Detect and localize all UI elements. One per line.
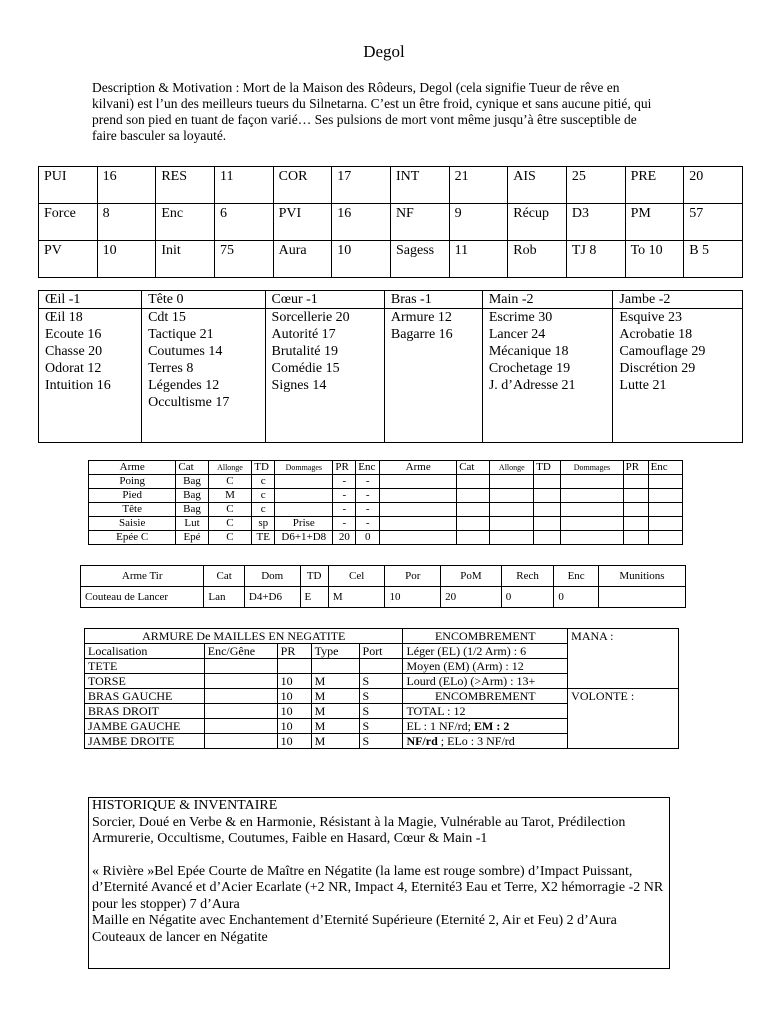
ranged-header: PoM <box>441 566 502 587</box>
weapon-header: Dommages <box>561 461 623 475</box>
weapon-row <box>89 503 683 517</box>
stat-label: PUI <box>39 167 98 204</box>
weapon-row <box>89 517 683 531</box>
ranged-cell: M <box>328 587 385 608</box>
armor-header: Enc/Gêne <box>204 644 277 659</box>
ranged-cell: 20 <box>441 587 502 608</box>
encumbrance-title: ENCOMBREMENT <box>403 629 568 644</box>
weapon-cell: Bag <box>176 475 208 489</box>
history-title: HISTORIQUE & INVENTAIRE <box>92 798 278 813</box>
weapon-header: Arme <box>380 461 457 475</box>
enc-em: EM : 2 <box>474 719 510 733</box>
armor-cell: M <box>311 674 359 689</box>
weapon-cell-empty <box>490 475 534 489</box>
weapon-cell-empty <box>623 503 648 517</box>
skill-item: Chasse 20 <box>45 344 103 359</box>
armor-cell: 10 <box>277 704 311 719</box>
weapon-cell: sp <box>252 517 275 531</box>
stat-label: COR <box>273 167 332 204</box>
stat-value: 6 <box>214 204 273 241</box>
encumbrance-rate-2 <box>403 734 568 749</box>
ranged-header: Cel <box>328 566 385 587</box>
ranged-header: Por <box>385 566 441 587</box>
stat-value: 21 <box>449 167 508 204</box>
stat-value: D3 <box>566 204 625 241</box>
skill-item: J. d’Adresse 21 <box>488 378 576 393</box>
skill-item: Discrétion 29 <box>619 361 696 376</box>
weapon-header: Dommages <box>275 461 333 475</box>
mana-box: MANA : <box>568 629 679 689</box>
weapon-cell-empty <box>561 517 623 531</box>
skill-list-tete <box>142 309 265 443</box>
weapon-cell: TE <box>252 531 275 545</box>
skill-item: Crochetage 19 <box>488 361 571 376</box>
skill-header: Œil -1 <box>39 291 142 309</box>
weapon-header: PR <box>333 461 356 475</box>
stat-value: 57 <box>684 204 743 241</box>
skill-item: Bagarre 16 <box>390 327 453 342</box>
weapon-cell: - <box>333 475 356 489</box>
armor-table <box>84 628 679 749</box>
ranged-cell: Lan <box>204 587 244 608</box>
stat-label: Sagess <box>390 241 449 278</box>
weapon-cell: - <box>333 517 356 531</box>
stat-label: RES <box>156 167 215 204</box>
weapon-cell-empty <box>623 531 648 545</box>
weapon-cell: Bag <box>176 503 208 517</box>
weapon-cell-empty <box>561 531 623 545</box>
weapon-cell <box>275 475 333 489</box>
weapon-cell-empty <box>534 503 561 517</box>
skill-item: Comédie 15 <box>271 361 340 376</box>
skill-item: Autorité 17 <box>271 327 336 342</box>
stat-label: AIS <box>508 167 567 204</box>
weapon-cell-empty <box>623 475 648 489</box>
stat-value: TJ 8 <box>566 241 625 278</box>
stat-label: PVI <box>273 204 332 241</box>
weapon-cell: Lut <box>176 517 208 531</box>
skill-item: Mécanique 18 <box>488 344 569 359</box>
skill-item: Lutte 21 <box>619 378 667 393</box>
stat-label: PV <box>39 241 98 278</box>
armor-title: ARMURE De MAILLES EN NEGATITE <box>85 629 403 644</box>
armor-cell: 10 <box>277 734 311 749</box>
armor-cell <box>204 734 277 749</box>
weapon-cell: C <box>208 531 252 545</box>
weapons-table <box>88 460 683 545</box>
armor-cell: S <box>359 704 403 719</box>
weapon-header: Allonge <box>208 461 252 475</box>
weapon-cell: c <box>252 475 275 489</box>
armor-header: Port <box>359 644 403 659</box>
weapon-cell-empty <box>648 489 682 503</box>
weapon-cell: - <box>356 517 380 531</box>
skill-item: Odorat 12 <box>45 361 102 376</box>
history-traits: Sorcier, Doué en Verbe & en Harmonie, Résistant à la Magie, Vulnérable au Tarot, Prédilection Armurerie, Occultisme, Coutumes, Faible en Hasard, Cœur & Main -1 <box>92 814 626 846</box>
weapon-cell-empty <box>561 475 623 489</box>
skill-item: Sorcellerie 20 <box>271 310 350 325</box>
weapon-header: TD <box>252 461 275 475</box>
stat-value: 11 <box>214 167 273 204</box>
weapon-cell-empty <box>623 489 648 503</box>
weapon-header: TD <box>534 461 561 475</box>
weapon-cell-empty <box>648 517 682 531</box>
stat-label: Force <box>39 204 98 241</box>
stat-value: 25 <box>566 167 625 204</box>
stat-value: 75 <box>214 241 273 278</box>
armor-cell <box>204 659 277 674</box>
enc-nf: NF/rd <box>406 734 438 748</box>
weapon-cell: 0 <box>356 531 380 545</box>
weapon-cell: C <box>208 503 252 517</box>
weapon-cell-empty <box>490 489 534 503</box>
stat-label: Init <box>156 241 215 278</box>
weapon-row <box>89 531 683 545</box>
weapon-cell: - <box>333 489 356 503</box>
weapon-cell-empty <box>457 503 490 517</box>
weapon-cell-empty <box>561 489 623 503</box>
ranged-header: Dom <box>244 566 300 587</box>
weapon-cell: M <box>208 489 252 503</box>
skill-item: Escrime 30 <box>488 310 553 325</box>
weapon-cell-empty <box>457 475 490 489</box>
stat-label: PM <box>625 204 684 241</box>
weapon-cell: C <box>208 475 252 489</box>
skill-item: Camouflage 29 <box>619 344 706 359</box>
armor-cell <box>204 704 277 719</box>
weapon-cell-empty <box>457 531 490 545</box>
ranged-header: Rech <box>501 566 554 587</box>
weapon-header: Allonge <box>490 461 534 475</box>
skill-header: Main -2 <box>482 291 613 309</box>
armor-location: BRAS GAUCHE <box>85 689 205 704</box>
armor-cell: 10 <box>277 674 311 689</box>
ranged-cell: 0 <box>554 587 599 608</box>
history-knives: Couteaux de lancer en Négatite <box>92 929 268 945</box>
skill-header: Jambe -2 <box>613 291 743 309</box>
armor-cell: S <box>359 689 403 704</box>
armor-cell: M <box>311 689 359 704</box>
stat-value: 8 <box>97 204 156 241</box>
skill-item: Signes 14 <box>271 378 327 393</box>
weapon-cell-empty <box>534 531 561 545</box>
stat-label: To 10 <box>625 241 684 278</box>
skill-header: Bras -1 <box>384 291 482 309</box>
ranged-cell: Couteau de Lancer <box>81 587 204 608</box>
enc-elo: ; ELo : 3 NF/rd <box>437 734 515 748</box>
skill-list-oeil <box>39 309 142 443</box>
ranged-header: TD <box>300 566 328 587</box>
weapon-cell-empty <box>457 517 490 531</box>
weapon-cell-empty <box>534 489 561 503</box>
weapon-cell-empty <box>380 475 457 489</box>
armor-cell <box>204 719 277 734</box>
weapon-cell-empty <box>380 489 457 503</box>
weapon-cell: - <box>333 503 356 517</box>
armor-cell: M <box>311 734 359 749</box>
weapon-cell: Epée C <box>89 531 176 545</box>
weapon-row <box>89 489 683 503</box>
ranged-cell: D4+D6 <box>244 587 300 608</box>
ranged-header: Cat <box>204 566 244 587</box>
weapon-cell: - <box>356 503 380 517</box>
skill-header: Cœur -1 <box>265 291 384 309</box>
weapon-cell: Saisie <box>89 517 176 531</box>
ranged-cell: 10 <box>385 587 441 608</box>
weapon-cell-empty <box>623 517 648 531</box>
weapon-cell-empty <box>561 503 623 517</box>
skill-item: Ecoute 16 <box>45 327 102 342</box>
armor-cell: M <box>311 704 359 719</box>
weapon-header: Enc <box>648 461 682 475</box>
weapon-cell-empty <box>380 517 457 531</box>
skills-table <box>38 290 743 443</box>
stat-value: 10 <box>97 241 156 278</box>
weapon-header: Arme <box>89 461 176 475</box>
weapon-header: Cat <box>457 461 490 475</box>
weapon-cell-empty <box>490 517 534 531</box>
stat-label: Rob <box>508 241 567 278</box>
encumbrance-title-2: ENCOMBREMENT <box>403 689 568 704</box>
weapon-header: Cat <box>176 461 208 475</box>
armor-location: JAMBE GAUCHE <box>85 719 205 734</box>
encumbrance-line: Lourd (ELo) (>Arm) : 13+ <box>403 674 568 689</box>
stat-label: INT <box>390 167 449 204</box>
skill-item: Terres 8 <box>148 361 194 376</box>
ranged-header: Arme Tir <box>81 566 204 587</box>
skill-item: Acrobatie 18 <box>619 327 693 342</box>
skill-header: Tête 0 <box>142 291 265 309</box>
stat-label: NF <box>390 204 449 241</box>
weapon-cell: D6+1+D8 <box>275 531 333 545</box>
stat-label: Récup <box>508 204 567 241</box>
weapon-cell-empty <box>534 517 561 531</box>
armor-cell <box>204 674 277 689</box>
armor-cell: M <box>311 719 359 734</box>
armor-header: Type <box>311 644 359 659</box>
weapon-header: Enc <box>356 461 380 475</box>
armor-location: JAMBE DROITE <box>85 734 205 749</box>
weapon-cell-empty <box>490 531 534 545</box>
weapon-cell: Pied <box>89 489 176 503</box>
skill-item: Cdt 15 <box>148 310 186 325</box>
weapon-cell-empty <box>380 503 457 517</box>
armor-cell: S <box>359 734 403 749</box>
skill-list-main <box>482 309 613 443</box>
weapon-cell-empty <box>380 531 457 545</box>
stat-value: 9 <box>449 204 508 241</box>
armor-cell <box>359 659 403 674</box>
skill-list-coeur <box>265 309 384 443</box>
armor-cell: 10 <box>277 719 311 734</box>
stat-value: 17 <box>332 167 391 204</box>
weapon-cell: c <box>252 489 275 503</box>
encumbrance-line: Moyen (EM) (Arm) : 12 <box>403 659 568 674</box>
stat-value: 20 <box>684 167 743 204</box>
armor-cell <box>277 659 311 674</box>
armor-header: Localisation <box>85 644 205 659</box>
stat-label: PRE <box>625 167 684 204</box>
ranged-cell: E <box>300 587 328 608</box>
armor-location: TETE <box>85 659 205 674</box>
stat-value: 10 <box>332 241 391 278</box>
history-mail: Maille en Négatite avec Enchantement d’Eternité Supérieure (Eternité 2, Air et Feu) 2 d’Aura <box>92 913 617 928</box>
volonte-box: VOLONTE : <box>568 689 679 749</box>
weapon-cell-empty <box>457 489 490 503</box>
skill-item: Esquive 23 <box>619 310 683 325</box>
weapon-cell: Epé <box>176 531 208 545</box>
weapon-row <box>89 475 683 489</box>
armor-cell: S <box>359 719 403 734</box>
skill-item: Légendes 12 <box>148 378 220 393</box>
ranged-weapons-table <box>80 565 686 608</box>
armor-location: TORSE <box>85 674 205 689</box>
skill-item: Coutumes 14 <box>148 344 223 359</box>
weapon-cell <box>275 489 333 503</box>
stat-value: 16 <box>97 167 156 204</box>
skill-item: Œil 18 <box>45 310 83 325</box>
weapon-cell: c <box>252 503 275 517</box>
skill-list-jambe <box>613 309 743 443</box>
skill-item: Occultisme 17 <box>148 395 230 410</box>
weapon-cell-empty <box>490 503 534 517</box>
weapon-cell: Prise <box>275 517 333 531</box>
stat-label: Aura <box>273 241 332 278</box>
weapon-cell: - <box>356 475 380 489</box>
weapon-cell-empty <box>534 475 561 489</box>
description: Description & Motivation : Mort de la Maison des Rôdeurs, Degol (cela signifie Tueur de rêve en kilvani) est l’un des meilleurs tueurs du Silnetarna. C’est un être froid, cynique et sans aucune pitié, qui prend son pied en tuant de façon varié… Ses pulsions de mort vont même jusqu’à être susceptible de faire basculer sa loyauté. <box>92 80 652 143</box>
encumbrance-total: TOTAL : 12 <box>403 704 568 719</box>
weapon-cell: 20 <box>333 531 356 545</box>
stats-table <box>38 166 743 278</box>
weapon-cell-empty <box>648 503 682 517</box>
history-box <box>88 797 670 969</box>
encumbrance-line: Léger (EL) (1/2 Arm) : 6 <box>403 644 568 659</box>
stat-value: 16 <box>332 204 391 241</box>
history-weapon: « Rivière »Bel Epée Courte de Maître en Négatite (la lame est rouge sombre) d’Impact Puissant, d’Eternité Avancé et d’Acier Ecarlate (+2 NR, Impact 4, Eternité3 Eau et Terre, X2 hémorragie -2 NR pour les stopper) 7 d’Aura <box>92 863 664 912</box>
stat-value: 11 <box>449 241 508 278</box>
armor-cell: S <box>359 674 403 689</box>
ranged-cell: 0 <box>501 587 554 608</box>
skill-item: Tactique 21 <box>148 327 214 342</box>
page-title: Degol <box>363 42 405 61</box>
weapon-header: PR <box>623 461 648 475</box>
skill-item: Brutalité 19 <box>271 344 339 359</box>
armor-cell <box>311 659 359 674</box>
weapon-cell: Tête <box>89 503 176 517</box>
weapon-cell: C <box>208 517 252 531</box>
stat-label: Enc <box>156 204 215 241</box>
weapon-cell: Bag <box>176 489 208 503</box>
armor-cell: 10 <box>277 689 311 704</box>
weapon-cell-empty <box>648 475 682 489</box>
ranged-cell <box>598 587 685 608</box>
skill-item: Lancer 24 <box>488 327 546 342</box>
weapon-cell <box>275 503 333 517</box>
skill-item: Intuition 16 <box>45 378 111 393</box>
ranged-header: Munitions <box>598 566 685 587</box>
weapon-cell: - <box>356 489 380 503</box>
weapon-cell-empty <box>648 531 682 545</box>
enc-el: EL : 1 NF/rd; <box>406 719 474 733</box>
armor-header: PR <box>277 644 311 659</box>
encumbrance-rate <box>403 719 568 734</box>
ranged-header: Enc <box>554 566 599 587</box>
armor-location: BRAS DROIT <box>85 704 205 719</box>
skill-list-bras <box>384 309 482 443</box>
armor-cell <box>204 689 277 704</box>
weapon-cell: Poing <box>89 475 176 489</box>
stat-value: B 5 <box>684 241 743 278</box>
skill-item: Armure 12 <box>390 310 452 325</box>
